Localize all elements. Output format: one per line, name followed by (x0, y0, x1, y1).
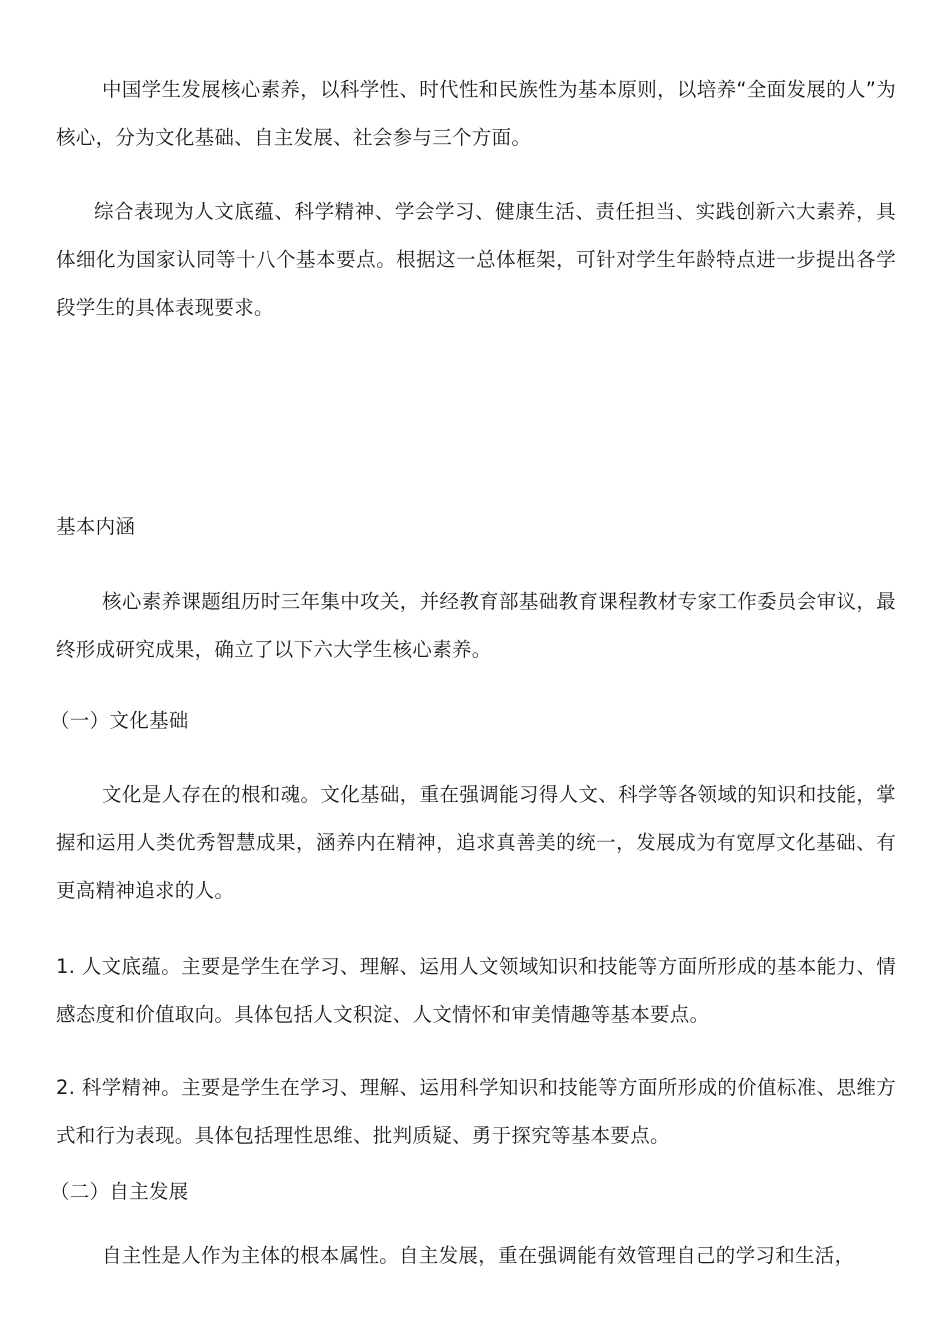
heading-basic-connotation: 基本内涵 (56, 515, 136, 538)
intro-paragraph-2: 综合表现为人文底蕴、科学精神、学会学习、健康生活、责任担当、实践创新六大素养，具体细化为国家认同等十八个基本要点。根据这一总体框架，可针对学生年龄特点进一步提出各学段学生的具体表现要求。 (56, 200, 896, 319)
list-item-humanistic-heritage: 1. 人文底蕴。主要是学生在学习、理解、运用人文领域知识和技能等方面所形成的基本能力、情感态度和价值取向。具体包括人文积淀、人文情怀和审美情趣等基本要点。 (56, 955, 896, 1026)
section-self-development-title: （二）自主发展 (50, 1180, 189, 1203)
section-cultural-foundation-title: （一）文化基础 (50, 709, 189, 732)
section-cultural-foundation-paragraph: 文化是人存在的根和魂。文化基础，重在强调能习得人文、科学等各领域的知识和技能，掌握和运用人类优秀智慧成果，涵养内在精神，追求真善美的统一，发展成为有宽厚文化基础、有更高精神追求的人。 (56, 783, 896, 902)
list-item-scientific-spirit: 2. 科学精神。主要是学生在学习、理解、运用科学知识和技能等方面所形成的价值标准、思维方式和行为表现。具体包括理性思维、批判质疑、勇于探究等基本要点。 (56, 1076, 896, 1147)
section-self-development-paragraph: 自主性是人作为主体的根本属性。自主发展，重在强调能有效管理自己的学习和生活， (102, 1244, 855, 1267)
intro-paragraph-1: 中国学生发展核心素养，以科学性、时代性和民族性为基本原则，以培养“全面发展的人”为核心，分为文化基础、自主发展、社会参与三个方面。 (56, 78, 896, 149)
basic-connotation-paragraph: 核心素养课题组历时三年集中攻关，并经教育部基础教育课程教材专家工作委员会审议，最终形成研究成果，确立了以下六大学生核心素养。 (56, 590, 896, 661)
